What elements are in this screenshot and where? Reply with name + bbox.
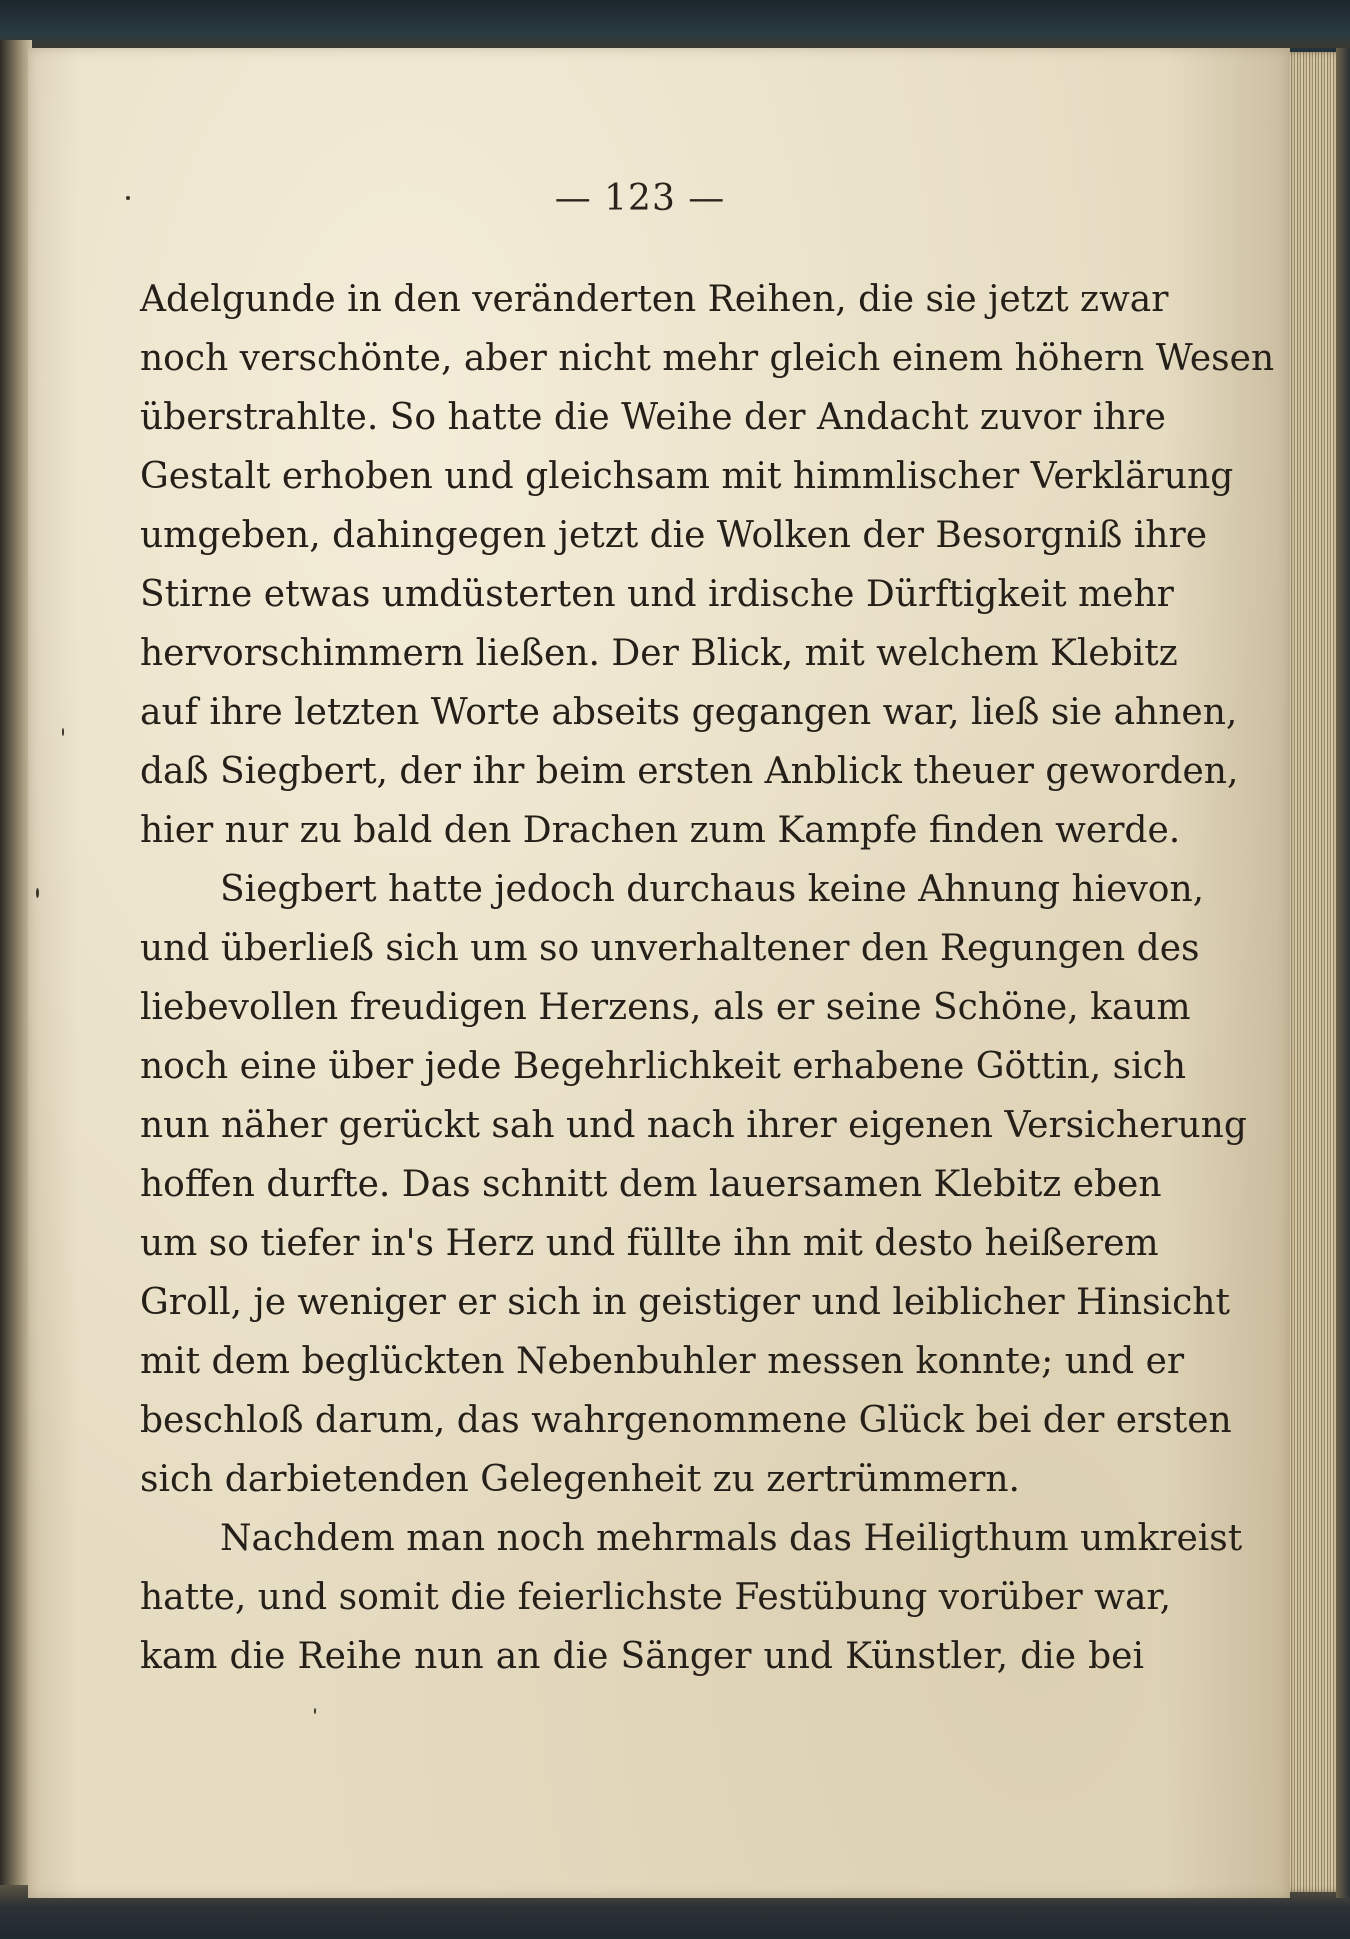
text-line: Gestalt erhoben und gleichsam mit himmlischer Verklärung [140, 456, 1234, 497]
paragraph-2 [140, 860, 1247, 1509]
text-line: und überließ sich um so unverhaltener den Regungen des [140, 928, 1200, 969]
text-line: Nachdem man noch mehrmals das Heiligthum umkreist [220, 1518, 1243, 1559]
text-line: überstrahlte. So hatte die Weihe der Andacht zuvor ihre [140, 397, 1166, 438]
paragraph-3 [140, 1509, 1243, 1686]
text-line: hier nur zu bald den Drachen zum Kampfe finden werde. [140, 810, 1181, 851]
text-line: noch eine über jede Begehrlichkeit erhabene Göttin, sich [140, 1046, 1187, 1087]
text-line: hervorschimmern ließen. Der Blick, mit welchem Klebitz [140, 633, 1178, 674]
text-line: auf ihre letzten Worte abseits gegangen war, ließ sie ahnen, [140, 692, 1238, 733]
text-line: hoffen durfte. Das schnitt dem lauersamen Klebitz eben [140, 1164, 1162, 1205]
paper-speck [36, 888, 39, 898]
paragraph-1 [140, 270, 1275, 860]
paper-speck [314, 1708, 316, 1714]
paper-speck [62, 728, 64, 736]
text-line: liebevollen freudigen Herzens, als er seine Schöne, kaum [140, 987, 1191, 1028]
text-line: um so tiefer in's Herz und füllte ihn mit desto heißerem [140, 1223, 1159, 1264]
text-line: beschloß darum, das wahrgenommene Glück bei der ersten [140, 1400, 1232, 1441]
text-line: Adelgunde in den veränderten Reihen, die sie jetzt zwar [140, 279, 1169, 320]
text-line: kam die Reihe nun an die Sänger und Künstler, die bei [140, 1636, 1144, 1677]
text-line: hatte, und somit die feierlichste Festübung vorüber war, [140, 1577, 1172, 1618]
page-number: — 123 — [554, 178, 726, 219]
text-line: Stirne etwas umdüsterten und irdische Dürftigkeit mehr [140, 574, 1174, 615]
book-binding-top [0, 0, 1350, 48]
body-text [140, 270, 1275, 1686]
text-line: Siegbert hatte jedoch durchaus keine Ahnung hievon, [220, 869, 1205, 910]
text-line: daß Siegbert, der ihr beim ersten Anblick theuer geworden, [140, 751, 1239, 792]
text-line: umgeben, dahingegen jetzt die Wolken der Besorgniß ihre [140, 515, 1207, 556]
text-line: nun näher gerückt sah und nach ihrer eigenen Versicherung [140, 1105, 1247, 1146]
text-line: noch verschönte, aber nicht mehr gleich einem höhern Wesen [140, 338, 1275, 379]
text-line: sich darbietenden Gelegenheit zu zertrümmern. [140, 1459, 1020, 1500]
cover-edge [1336, 48, 1350, 1898]
text-line: mit dem beglückten Nebenbuhler messen konnte; und er [140, 1341, 1185, 1382]
paper-speck [126, 196, 130, 200]
text-line: Groll, je weniger er sich in geistiger und leiblicher Hinsicht [140, 1282, 1230, 1323]
